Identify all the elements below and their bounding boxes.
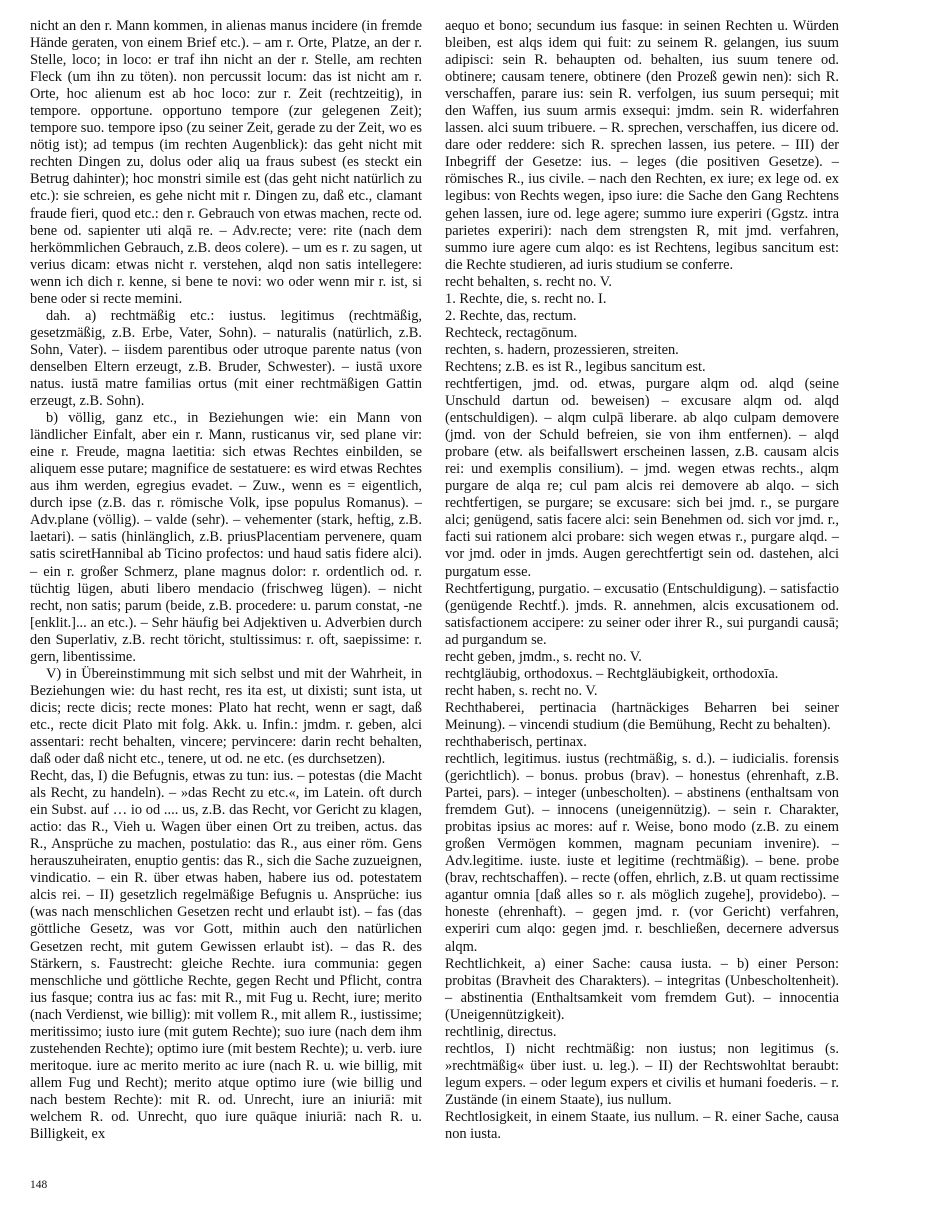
dictionary-entry: rechtfertigen, jmd. od. etwas, purgare alqm od. alqd (seine Unschuld dartun od. beweisen) – excusare alqm od. alqd (entschuldigen). – alqm culpā liberare. ab alqo culpam demovere (jmd. von der Schuld befreien, sie von ihm entfernen). – alqd probare (etw. als beifallswert erscheinen lassen, z.B. causam alcis rei: und exemplis consilium). – jmd. wegen etwas rechts., alqm purgare de alqa re; cul pam alcis rei demovere ab alqo. – sich rechtfertigen, se purgare; se excusare: sich bei jmd. r., se purgare alci; genügend, satis facere alci: sein Benehmen od. sich vor jmd. r., facti sui rationem alci probare: sich wegen etwas r., purgare alqd. – vor jmd. oder in jmds. Augen gerechtfertigt sein od. dastehen, alci purgatum esse. bbox=[445, 375, 839, 580]
paragraph: dah. a) rechtmäßig etc.: iustus. legitimus (rechtmäßig, gesetzmäßig, z.B. Erbe, Vater, Sohn). – naturalis (natürlich, z.B. Sohn, Vater). – iisdem parentibus oder utroque parente natus (von denselben Eltern erzeugt, z.B. Bruder, Schwester). – iustā uxore natus. iustā matre familias ortus (mit einer rechtmäßigen Gattin erzeugt, z.B. Sohn). bbox=[30, 307, 422, 410]
dictionary-entry: 2. Rechte, das, rectum. bbox=[445, 307, 577, 324]
paragraph: aequo et bono; secundum ius fasque: in seinen Rechten u. Würden bleiben, est alqs idem qui fuit: zu seinem R. gelangen, ius suum adipisci: sein R. behaupten od. behalten, ius suum tenere od. obtinere; causam tenere, obtinere (den Prozeß gewin nen): sich R. verschaffen, parare ius: sein R. verfolgen, ius suum persequi; mit den Waffen, ius suum armis exsequi: jmdm. sein R. widerfahren lassen. alci suum tribuere. – R. sprechen, verschaffen, ius dicere od. dare oder reddere: sich R. sprechen lassen, ius petere. – III) der Inbegriff der Gesetze: ius. – leges (die positiven Gesetze). – römisches R., ius civile. – nach den Rechten, ex iure; ex lege od. ex legibus: von Rechts wegen, ipso iure: die Sache den Gang Rechtens gehen lassen, iure od. lege agere; summo iure experiri (Ggstz. intra parietes experiri): nach dem strengsten R, mit jmd. verfahren, summo iure agere cum alqo: es ist Rechtens, legibus sancitum est: die Rechte studieren, ad iuris studium se conferre. bbox=[445, 18, 839, 273]
dictionary-entry: Rechtfertigung, purgatio. – excusatio (Entschuldigung). – satisfactio (genügende Rechtf.). jmds. R. annehmen, alcis excusationem od. satisfactionem accipere: zu seiner oder ihrer R., sui purgandi causā; ad purgandum se. bbox=[445, 580, 839, 648]
dictionary-entry: rechtlos, I) nicht rechtmäßig: non iustus; non legitimus (s. »rechtmäßig« über iust. u. leg.). – II) der Rechtswohltat beraubt: legum expers. – oder legum expers et civilis et humani foederis. – r. Zustände (in einem Staate), ius nullum. bbox=[445, 1040, 839, 1108]
dictionary-entry: Rechthaberei, pertinacia (hartnäckiges Beharren bei seiner Meinung). – vincendi studium (die Bemühung, Recht zu behalten). bbox=[445, 699, 839, 733]
dictionary-entry: recht haben, s. recht no. V. bbox=[445, 682, 598, 699]
dictionary-entry: rechtlich, legitimus. iustus (rechtmäßig, s. d.). – iudicialis. forensis (gerichtlich). – bonus. probus (brav). – honestus (ehrenhaft, z.B. Partei, pars). – integer (unbescholten). – abstinens (enthaltsam von fremdem Gut). – innocens (uneigennützig). – sein r. Charakter, probitas ipsius ac mores: auf r. Weise, bono modo (z.B. zu einem großen Vermögen kommen, magnam pecuniam invenire). – Adv.legitime. iuste. iuste et legitime (rechtmäßig). – bene. probe (brav, rechtschaffen). – recte (offen, ehrlich, z.B. ut quam rectissime agantur omnia [daß alles so r. als möglich zugehe], providebo). – honeste (ehrenhaft). – gegen jmd. r. (vor Gericht) verfahren, experiri cum alqo: gegen jmd. r. beschließen, decernere adversus alqm. bbox=[445, 751, 839, 955]
paragraph: b) völlig, ganz etc., in Beziehungen wie: ein Mann von ländlicher Einfalt, aber ein r. Mann, rusticanus vir, sed plane vir: eine r. Freude, magna laetitia: sich etwas Rechtes einbilden, se aliquem esse putare; magnifice de sestatuere: es wird etwas Rechtes aus ihm werden, egregius evadet. – Zuw., wenn es = eigentlich, durch ipse (z.B. das r. römische Volk, ipse populus Romanus). – Adv.plane (völlig). – valde (sehr). – vehementer (stark, heftig, z.B. laetari). – satis (hinlänglich, z.B. priusPlacentiam pervenere, quam satis sciretHannibal ab Ticino profectos: und haud satis fidere alci). – ein r. großer Schmerz, plane magnus dolor: r. ordentlich od. r. tüchtig lügen, abuti libero mendacio (frischweg lügen). – nicht recht, non satis; parum (beide, z.B. procedere: u. parum constat, -ne [enklit.]... an etc.). – Sehr häufig bei Adjektiven u. Adverbien durch den Superlativ, z.B. recht töricht, stultissimus: r. oft, saepissime: r. gern, libentissime. bbox=[30, 410, 422, 665]
paragraph: nicht an den r. Mann kommen, in alienas manus incidere (in fremde Hände geraten, von einem Brief etc.). – am r. Orte, Platze, an der r. Stelle, loco; in loco: er traf ihn nicht an der r. Stelle, am rechten Fleck (um ihn zu töten). non percussit locum: das ist nicht am r. Orte, hoc alienum est ab hoc loco: zur r. Zeit (rechtzeitig), in tempore. opportune. opportuno tempore (zur gelegenen Zeit); tempore suo. tempore ipso (zu seiner Zeit, gerade zu der Zeit, wo es nötig ist); ad tempus (im rechten Augenblick): das geht nicht mit rechten Dingen zu, dolus oder aliq ua fraus subest (es steckt ein Betrug dahinter); hoc monstri simile est (das geht nicht natürlich zu etc.): sie schreien, es gehe nicht mit r. Dingen zu, daß etc., clamant fraude fieri, quod etc.: den r. Gebrauch von etwas machen, recte od. bene od. sapienter uti alqā re. – Adv.recte; vere: rite (nach dem herkömmlichen Gebrauch, z.B. deos colere). – um es r. zu sagen, ut verius dicam: etwas nicht r. verstehen, alqd non satis intellegere: wenn ich dich r. kenne, si bene te novi: wo oder wenn mir r. ist, si bene oder si recte memini. bbox=[30, 18, 422, 307]
dictionary-entry: recht behalten, s. recht no. V. bbox=[445, 273, 612, 290]
dictionary-entry: rechten, s. hadern, prozessieren, streiten. bbox=[445, 341, 679, 358]
dictionary-entry: rechtgläubig, orthodoxus. – Rechtgläubigkeit, orthodoxīa. bbox=[445, 665, 779, 682]
dictionary-entry: Rechtlichkeit, a) einer Sache: causa iusta. – b) einer Person: probitas (Bravheit des Charakters). – integritas (Unbescholtenheit). – abstinentia (Enthaltsamkeit vom fremdem Gut). – innocentia (Uneigennützigkeit). bbox=[445, 955, 839, 1023]
dictionary-entry: rechthaberisch, pertinax. bbox=[445, 733, 587, 750]
page-number: 148 bbox=[30, 1179, 48, 1191]
dictionary-entry: rechtlinig, directus. bbox=[445, 1023, 557, 1040]
dictionary-entry: Rechteck, rectagōnum. bbox=[445, 324, 578, 341]
left-column bbox=[30, 18, 422, 1143]
right-column bbox=[445, 18, 839, 1143]
paragraph: V) in Übereinstimmung mit sich selbst und mit der Wahrheit, in Beziehungen wie: du hast recht, res ita est, ut dixisti; sunt ista, ut dicis; recte dicis; recte mones: Plato hat recht, wenn er sagt, daß etc., recte dicit Plato mit folg. Akk. u. Infin.: jmdm. r. geben, alci assentari: recht behalten, vincere; pervincere: darin recht behalten, daß oder daß nicht etc., tenere, ut od. ne etc. (es durchsetzen). bbox=[30, 665, 422, 768]
dictionary-entry: 1. Rechte, die, s. recht no. I. bbox=[445, 290, 607, 307]
dictionary-entry: recht geben, jmdm., s. recht no. V. bbox=[445, 648, 642, 665]
dictionary-entry: Rechtens; z.B. es ist R., legibus sancitum est. bbox=[445, 358, 706, 375]
entry-recht: Recht, das, I) die Befugnis, etwas zu tun: ius. – potestas (die Macht als Recht, zu handeln). – »das Recht zu etc.«, im Latein. oft durch ein Subst. auf … io od .... us, z.B. das Recht, vor Gericht zu klagen, actio: das R., Vieh u. Wagen über einen Ort zu treiben, actus. das R., Ansprüche zu machen, postulatio: das R., aus einer röm. Gens herauszuheiraten, enuptio gentis: das R., sich die Sache zuzueignen, vindicatio. – ein R. über etwas haben, habere ius od. potestatem alcis rei. – II) gesetzlich regelmäßige Befugnis u. Ansprüche: ius (was nach menschlichen Gesetzen recht und erlaubt ist). – fas (das göttliche Gesetz, was vor Gott, mithin auch den natürlichen Gesetzen recht, mit gutem Gewissen erlaubt ist). – das R. des Stärkern, s. Faustrecht: gleiche Rechte. iura communia: gegen menschliche und göttliche Rechte, gegen Recht und Pflicht, contra ius fasque; contra ius ac fas: mit R., mit Fug u. Recht, iure; merito (nach Verdienst, wie billig): mit vollem R., mit allem R., iustissime; meritissimo; iusto iure (mit gutem Rechte); suo iure (nach dem ihm zustehenden Rechte); optimo iure (mit bestem Rechte); u. verb. iure meritoque. iure ac merito merito ac iure (nach R. u. wie billig, mit allem Fug und Recht); merito atque optimo iure (wie billig und nach bestem Rechte): mit R. od. Unrecht, iure an iniuriā: mit welchem R. od. Unrecht, quo iure quāque iniuriā: nach R. u. Billigkeit, ex bbox=[30, 768, 422, 1143]
dictionary-entry: Rechtlosigkeit, in einem Staate, ius nullum. – R. einer Sache, causa non iusta. bbox=[445, 1109, 839, 1143]
